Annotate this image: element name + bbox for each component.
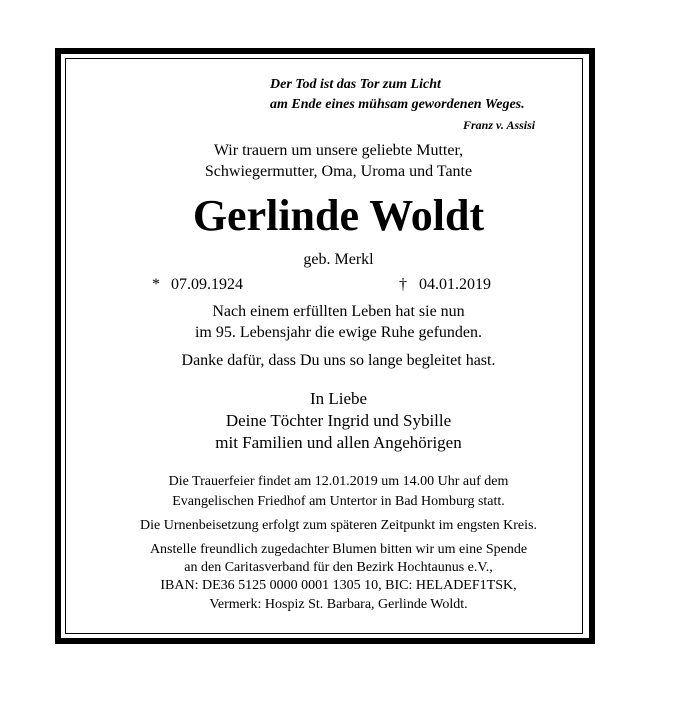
- intro-line-2: Schwiegermutter, Oma, Uroma und Tante: [204, 163, 473, 180]
- maiden-name: geb. Merkl: [303, 251, 374, 268]
- notice-line-7: Vermerk: Hospiz St. Barbara, Gerlinde Woldt.: [209, 597, 468, 612]
- intro-line-1: Wir trauern um unsere geliebte Mutter,: [213, 142, 464, 159]
- quote-line-2: am Ende eines mühsam gewordenen Weges.: [270, 97, 525, 112]
- notice-line-1: Die Trauerfeier findet am 12.01.2019 um 14.00 Uhr auf dem: [168, 474, 509, 489]
- birth-star-icon: *: [152, 276, 160, 293]
- death-dagger-icon: †: [399, 276, 407, 293]
- birth-date: 07.09.1924: [171, 276, 243, 293]
- mourners-line-3: mit Familien und allen Angehörigen: [215, 433, 462, 452]
- deceased-name: Gerlinde Woldt: [192, 191, 485, 240]
- mourners-line-1: In Liebe: [309, 389, 368, 408]
- message-line-2: im 95. Lebensjahr die ewige Ruhe gefunden.: [194, 324, 483, 341]
- mourners-line-2: Deine Töchter Ingrid und Sybille: [225, 411, 452, 430]
- notice-line-3: Die Urnenbeisetzung erfolgt zum späteren Zeitpunkt im engsten Kreis.: [140, 518, 537, 533]
- death-date: 04.01.2019: [419, 276, 491, 293]
- quote-author: Franz v. Assisi: [463, 118, 536, 132]
- message-line-1: Nach einem erfüllten Leben hat sie nun: [212, 303, 465, 320]
- quote-line-1: Der Tod ist das Tor zum Licht: [270, 77, 441, 92]
- notice-line-2: Evangelischen Friedhof am Untertor in Bad Homburg statt.: [172, 494, 505, 509]
- notice-line-5: an den Caritasverband für den Bezirk Hochtaunus e.V.,: [184, 560, 493, 575]
- notice-line-6: IBAN: DE36 5125 0000 0001 1305 10, BIC: HELADEF1TSK,: [160, 578, 517, 593]
- notice-line-4: Anstelle freundlich zugedachter Blumen bitten wir um eine Spende: [149, 542, 528, 557]
- message-line-3: Danke dafür, dass Du uns so lange begleitet hast.: [181, 352, 496, 369]
